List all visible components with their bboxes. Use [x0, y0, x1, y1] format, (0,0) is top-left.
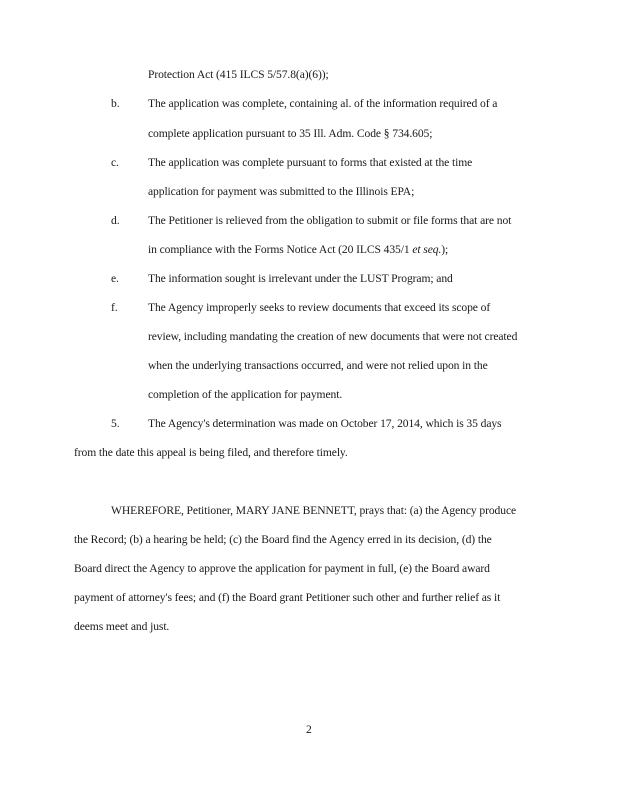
item-d-line-2	[148, 243, 448, 257]
item-d-line-2-end: );	[441, 243, 449, 256]
item-b-line-2: complete application pursuant to 35 Ill. Adm. Code § 734.605;	[148, 127, 433, 140]
item-e-line-1: The information sought is irrelevant under the LUST Program; and	[148, 272, 453, 285]
wherefore-line-1: WHEREFORE, Petitioner, MARY JANE BENNETT, prays that: (a) the Agency produce	[111, 504, 517, 517]
item-c-line-2: application for payment was submitted to the Illinois EPA;	[148, 185, 415, 198]
para-5-line-2: from the date this appeal is being filed, and therefore timely.	[74, 446, 348, 459]
item-d-line-1: The Petitioner is relieved from the obligation to submit or file forms that are not	[148, 214, 512, 227]
item-e-label: e.	[111, 272, 119, 285]
para-5-line-1: The Agency's determination was made on October 17, 2014, which is 35 days	[148, 417, 502, 430]
wherefore-line-2: the Record; (b) a hearing be held; (c) the Board find the Agency erred in its decision, (d) the	[74, 533, 492, 546]
item-f-line-4: completion of the application for payment.	[148, 388, 343, 401]
wherefore-line-3: Board direct the Agency to approve the application for payment in full, (e) the Board award	[74, 562, 490, 575]
item-f-label: f.	[111, 301, 118, 314]
item-b-line-1: The application was complete, containing al. of the information required of a	[148, 97, 498, 110]
item-d-label: d.	[111, 214, 120, 227]
item-f-line-3: when the underlying transactions occurred, and were not relied upon in the	[148, 359, 488, 372]
wherefore-line-5: deems meet and just.	[74, 620, 170, 633]
item-f-line-2: review, including mandating the creation of new documents that were not created	[148, 330, 518, 343]
item-d-line-2-text: in compliance with the Forms Notice Act (20 ILCS 435/1	[148, 243, 413, 256]
item-a-line-1: Protection Act (415 ILCS 5/57.8(a)(6));	[148, 68, 329, 81]
para-5-number: 5.	[111, 417, 120, 430]
item-b-label: b.	[111, 97, 120, 110]
wherefore-line-4: payment of attorney's fees; and (f) the Board grant Petitioner such other and further relief as it	[74, 591, 501, 604]
item-c-line-1: The application was complete pursuant to forms that existed at the time	[148, 156, 473, 169]
item-d-et-seq: et seq.	[412, 243, 442, 256]
page-number: 2	[306, 723, 312, 736]
item-c-label: c.	[111, 156, 119, 169]
item-f-line-1: The Agency improperly seeks to review documents that exceed its scope of	[148, 301, 491, 314]
